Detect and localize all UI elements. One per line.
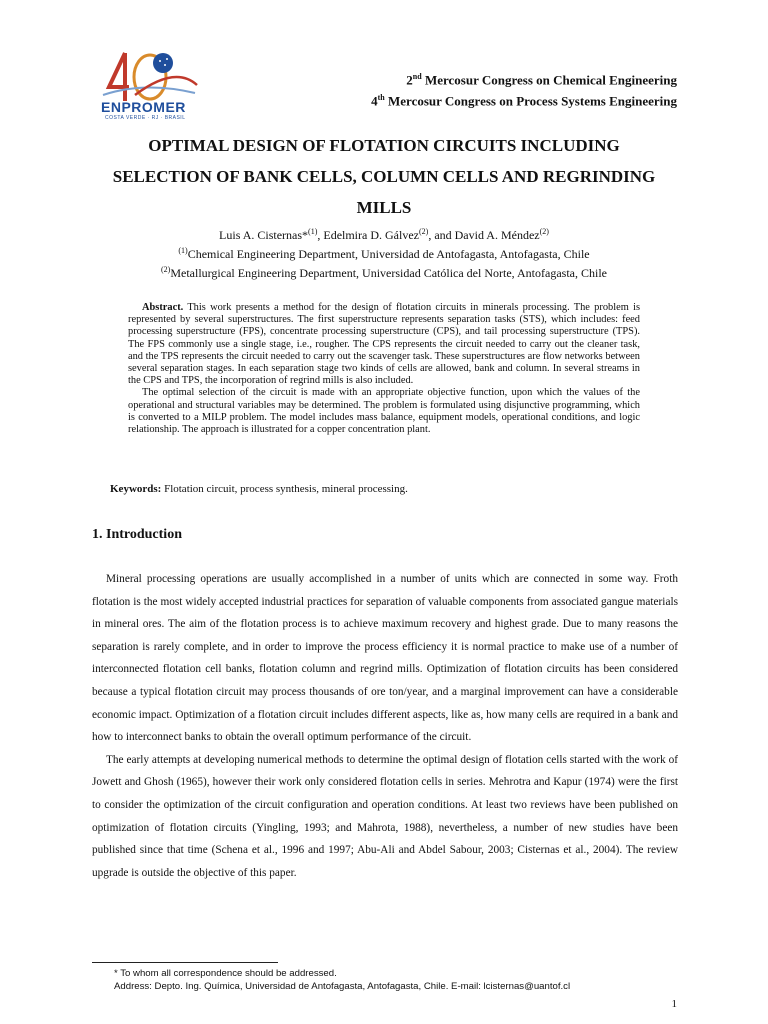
- abstract: [128, 302, 640, 436]
- footnote-line-2: Address: Depto. Ing. Química, Universidad de Antofagasta, Antofagasta, Chile. E-mail: lcisternas@uantof.cl: [114, 981, 571, 992]
- title-line: MILLS: [356, 198, 412, 217]
- affiliation-2: $^{(2)}$Metallurgical Engineering Department, Universidad Católica del Norte, Antofagasta, Chile: [161, 265, 607, 280]
- title-line: SELECTION OF BANK CELLS, COLUMN CELLS AND REGRINDING: [112, 167, 656, 186]
- logo-subtext: COSTA VERDE · RJ · BRASIL: [105, 115, 186, 121]
- body-para-1: Mineral processing operations are usually accomplished in a number of units which are connected in some way. Froth flotation is the most widely accepted industrial practices for separation of valuable components from associated gangue materials in mineral ores. The aim of the flotation process is to achieve maximum recovery and highest grade. Due to many reasons the separation is rarely complete, and in order to improve the process efficiency it is normal practice to make use of a number of interconnected flotation cell banks, flotation column and regrind mills. Optimization of flotation circuits has been considered because a typical flotation circuit may process thousands of ore ton/year, and a marginal improvement can have a considerable economic impact. Optimization of a flotation circuit includes different aspects, like as, how many cells are required in a bank and how to interconnect banks to obtain the overall optimum performance of the circuit.: [92, 573, 678, 744]
- logo-text: ENPROMER: [101, 99, 186, 115]
- footnote: [92, 967, 692, 993]
- footnote-line-1: * To whom all correspondence should be addressed.: [114, 968, 337, 979]
- title-line: OPTIMAL DESIGN OF FLOTATION CIRCUITS INCLUDING: [148, 136, 620, 155]
- author-block: [80, 224, 688, 281]
- page-number: 1: [671, 998, 677, 1010]
- congress-line-1: 2nd Mercosur Congress on Chemical Engineering: [406, 72, 677, 88]
- abstract-label: Abstract.: [142, 302, 184, 313]
- congress-header: [371, 68, 677, 111]
- section-heading: 1. Introduction: [92, 527, 182, 542]
- enpromer-logo: [95, 45, 205, 123]
- abstract-para-2: The optimal selection of the circuit is made with an appropriate objective function, upon which the values of the operational and structural variables may be determined. The problem is formulated using disjunctive programming, which is converted to a MILP problem. The model includes mass balance, equipment models, operational conditions, and logic relationship. The approach is illustrated for a copper concentration plant.: [128, 387, 640, 436]
- keywords: Keywords: Flotation circuit, process synthesis, mineral processing.: [110, 483, 408, 495]
- body-text: [92, 568, 678, 884]
- body-para-2: The early attempts at developing numerical methods to determine the optimal design of flotation cells started with the work of Jowett and Ghosh (1965), however their work only considered flotation cells in series. Mehrotra and Kapur (1974) were the first to consider the optimization of the circuit configuration and operation conditions. At least two reviews have been published on optimization of flotation circuits (Yingling, 1993; and Mahrota, 1988), nevertheless, a number of new studies have been published since that time (Schena et al., 1996 and 1997; Abu-Ali and Abdel Sabour, 2003; Cisternas et al., 2004). The review upgrade is outside the objective of this paper.: [92, 753, 678, 879]
- keywords-label: Keywords:: [110, 483, 162, 495]
- abstract-para-1: Abstract. This work presents a method for the design of flotation circuits in minerals processing. The problem is represented by several superstructures. The first superstructure represents separation tasks (STS), which includes: feed processing superstructure (FPS), concentrate processing superstructure (CPS), and tail processing superstructure (TPS). The FPS commonly use a single stage, i.e., rougher. The CPS represents the circuit needed to carry out the cleaner task, and the TPS represents the circuit needed to carry out the scavenger task. These superstructures are flow networks between several separation stages. In each separation stage two kinds of cells are allowed, bank and column. In several streams in the CPS and TPS, the incorporation of regrind mills is also included.: [128, 302, 640, 387]
- author-list: Luis A. Cisternas*$^{(1)}$, Edelmira D. Gálvez$^{(2)}$, and David A. Méndez$^{(2)}$: [219, 227, 549, 242]
- affiliation-1: $^{(1)}$Chemical Engineering Department, Universidad de Antofagasta, Antofagasta, Chile: [178, 246, 590, 261]
- congress-line-2: 4th Mercosur Congress on Process Systems Engineering: [371, 93, 677, 109]
- footnote-rule: [92, 962, 278, 963]
- paper-title: [80, 130, 688, 223]
